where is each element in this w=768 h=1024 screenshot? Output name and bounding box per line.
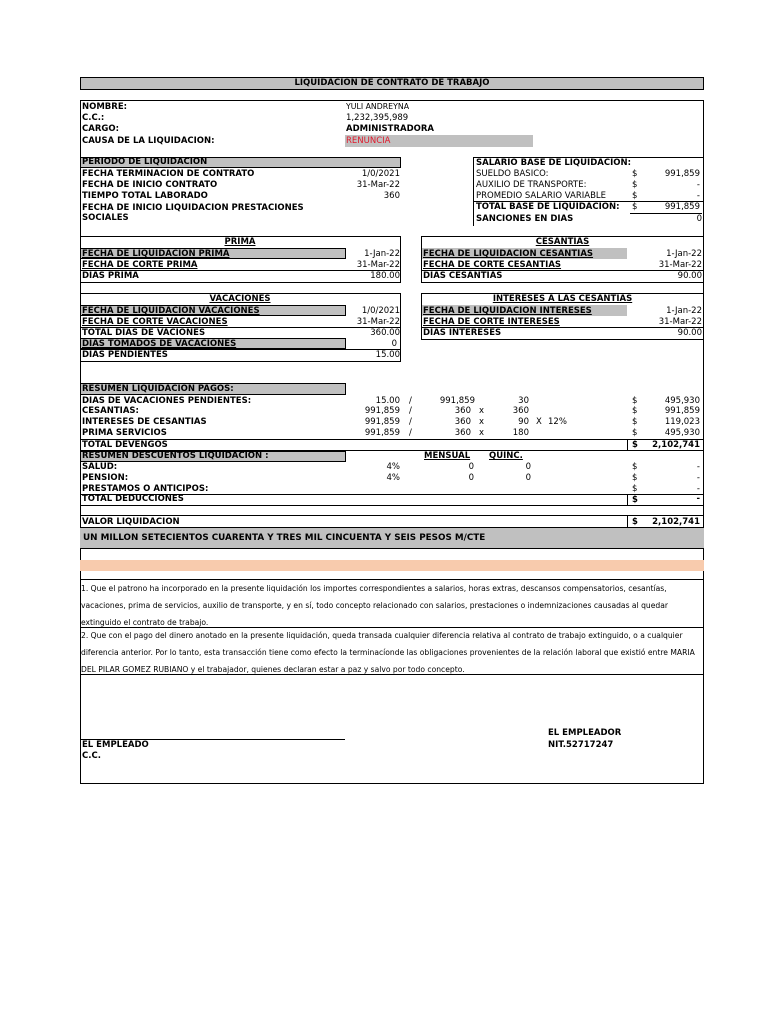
deductions-total-cur: $ (632, 495, 638, 505)
intereses-cut-date: 31-Mar-22 (658, 317, 702, 327)
vacaciones-liq-label: FECHA DE LIQUIDACION VACACIONES (82, 306, 260, 316)
basic-salary-label: SUELDO BASICO: (476, 169, 549, 179)
final-top (80, 515, 704, 516)
peach-bar (80, 560, 704, 571)
intereses-days-label: DIAS INTERESES (423, 328, 502, 338)
employer-nit: NIT.52717247 (548, 740, 614, 750)
deduction-row-pct: 4% (386, 473, 400, 483)
summary-row-b: 360 (454, 417, 471, 427)
name-label: NOMBRE: (82, 102, 128, 112)
vacaciones-liq-date: 1/0/2021 (361, 306, 400, 316)
liquidation-cause: RENUNCIA (346, 136, 391, 146)
final-cur: $ (632, 517, 638, 527)
deduction-row-label: SALUD: (82, 462, 118, 472)
cc-label: C.C.: (82, 113, 105, 123)
employee-name: YULI ANDREYNA (346, 102, 410, 111)
time-worked: 360 (383, 191, 400, 201)
summary-row-c: 360 (512, 406, 529, 416)
monthly-label: MENSUAL (424, 451, 471, 461)
variable-label: PROMEDIO SALARIO VARIABLE (476, 191, 607, 201)
deductions-total: - (696, 494, 700, 504)
intereses-liq-label: FECHA DE LIQUIDACION INTERESES (423, 306, 592, 316)
deduction-row-value: - (696, 462, 700, 472)
intereses-bottom (421, 339, 704, 340)
prima-header: PRIMA (224, 237, 256, 247)
vacaciones-header: VACACIONES (209, 294, 271, 304)
summary-row-a: 991,859 (364, 428, 400, 438)
summary-row-cur: $ (632, 396, 638, 406)
summary-row-a: 991,859 (364, 406, 400, 416)
intereses-header: INTERESES A LAS CESANTIAS (492, 294, 633, 304)
summary-row-c: 30 (518, 396, 529, 406)
vacaciones-total-label: TOTAL DIAS DE VACIONES (82, 328, 206, 338)
vacaciones-taken-label: DIAS TOMADOS DE VACACIONES (82, 339, 237, 349)
cesantias-days: 90.00 (677, 271, 702, 281)
deductions-header: RESUMEN DESCUENTOS LIQUIDACION : (82, 451, 269, 461)
cesantias-liq-date: 1-Jan-22 (666, 249, 702, 259)
vacaciones-bottom (80, 361, 401, 362)
prima-cut-date: 31-Mar-22 (356, 260, 400, 270)
clause-1: 1. Que el patrono ha incorporado en la presente liquidación los importes correspondientes a salarios, horas extras, descansos compensatorios, cesantías, vacaciones, prima de servicios, auxilio de transporte, y en sí, todo concepto relacionado con salarios, prestaciones o indemnizaciones causadas al quedar extinguido el contrato de trabajo. (81, 584, 669, 627)
prima-right (400, 236, 401, 282)
termination-label: FECHA TERMINACION DE CONTRATO (82, 169, 255, 179)
prima-liq-label: FECHA DE LIQUIDACION PRIMA (82, 249, 230, 259)
summary-row-op2: x (479, 428, 485, 438)
summary-row-op1: / (409, 428, 412, 438)
deduction-row-monthly: 0 (468, 462, 474, 472)
biweekly-label: QUINC. (489, 451, 523, 461)
summary-row-c: 90 (518, 417, 529, 427)
summary-row-op1: / (409, 417, 412, 427)
summary-row-b: 360 (454, 428, 471, 438)
cause-label: CAUSA DE LA LIQUIDACION: (82, 136, 215, 146)
deduction-row-cur: $ (632, 462, 638, 472)
prima-cut-label: FECHA DE CORTE PRIMA (82, 260, 198, 270)
sanctions-label: SANCIONES EN DIAS (476, 214, 574, 224)
sanctions-days: 0 (696, 214, 702, 224)
deduction-row-pct: 4% (386, 462, 400, 472)
summary-row-op3: X (536, 417, 542, 427)
final-label: VALOR LIQUIDACION (82, 517, 180, 527)
summary-row-c: 180 (512, 428, 529, 438)
summary-row-op2: x (479, 406, 485, 416)
page-title: LIQUIDACION DE CONTRATO DE TRABAJO (294, 78, 490, 88)
salary-total-label: TOTAL BASE DE LIQUIDACION: (476, 202, 620, 212)
deduction-row-biweekly: 0 (525, 473, 531, 483)
vacaciones-taken: 0 (391, 339, 397, 349)
final-in-words: UN MILLON SETECIENTOS CUARENTA Y TRES MIL CINCUENTA Y SEIS PESOS M/CTE (83, 533, 486, 543)
salary-total: 991,859 (664, 202, 700, 212)
basic-salary: 991,859 (664, 169, 700, 179)
summary-row-label: INTERESES DE CESANTIAS (82, 417, 207, 427)
prima-days-label: DIAS PRIMA (82, 271, 139, 281)
summary-row-a: 15.00 (375, 396, 400, 406)
deductions-total-label: TOTAL DEDUCCIONES (82, 494, 184, 504)
employee-sign-label: EL EMPLEADO (82, 740, 149, 750)
basic-salary-cur: $ (632, 169, 638, 179)
intereses-days: 90.00 (677, 328, 702, 338)
devengos-line (80, 439, 704, 440)
deduction-row-biweekly: 0 (525, 462, 531, 472)
final-sep (627, 515, 628, 527)
summary-row-pct: 12% (548, 417, 567, 427)
summary-row-b: 360 (454, 406, 471, 416)
summary-row-value: 495,930 (664, 428, 700, 438)
benefits-start-label: FECHA DE INICIO LIQUIDACION PRESTACIONES (82, 203, 304, 213)
benefits-start-label-2: SOCIALES (82, 213, 129, 223)
summary-row-value: 495,930 (664, 396, 700, 406)
summary-row-label: PRIMA SERVICIOS (82, 428, 167, 438)
devengos-sep (627, 439, 628, 450)
deduction-row-cur: $ (632, 484, 638, 494)
clause-2: 2. Que con el pago del dinero anotado en la presente liquidación, queda transada cualquier diferencia relativa al contrato de trabajo extinguido, o a cualquier diferencia anterior. Por lo tanto, esta transacción tiene como efecto la terminacíonde las obligaciones provenientes de la relación laboral que existió entre MARIA DEL PILAR GOMEZ RUBIANO y el trabajador, quienes declaran estar a paz y salvo por todo concepto. (81, 631, 695, 674)
devengos-total: 2,102,741 (652, 440, 700, 450)
period-header: PERIODO DE LIQUIDACION (82, 157, 208, 167)
variable-cur: $ (632, 191, 638, 201)
summary-row-b: 991,859 (439, 396, 475, 406)
summary-header: RESUMEN LIQUIDACION PAGOS: (82, 384, 234, 394)
cesantias-cut-date: 31-Mar-22 (658, 260, 702, 270)
deduction-row-label: PRESTAMOS O ANTICIPOS: (82, 484, 209, 494)
deduction-row-cur: $ (632, 473, 638, 483)
summary-row-op2: x (479, 417, 485, 427)
summary-row-cur: $ (632, 428, 638, 438)
transport-value: - (696, 180, 700, 190)
prima-days: 180.00 (370, 271, 400, 281)
employer-sign-label: EL EMPLEADOR (548, 728, 622, 738)
clause2-bottom (80, 674, 704, 675)
cesantias-cut-label: FECHA DE CORTE CESANTIAS (423, 260, 562, 270)
summary-row-value: 991,859 (664, 406, 700, 416)
vacaciones-pending: 15.00 (375, 350, 400, 360)
cesantias-header: CESANTIAS (535, 237, 590, 247)
prima-liq-date: 1-Jan-22 (364, 249, 400, 259)
transport-cur: $ (632, 180, 638, 190)
summary-row-label: CESANTIAS: (82, 406, 139, 416)
vacaciones-pending-label: DIAS PENDIENTES (82, 350, 168, 360)
final-value: 2,102,741 (652, 517, 700, 527)
summary-row-value: 119,023 (664, 417, 700, 427)
summary-row-op1: / (409, 406, 412, 416)
start-label: FECHA DE INICIO CONTRATO (82, 180, 218, 190)
salary-box-left (473, 157, 474, 226)
salary-total-cur: $ (632, 202, 638, 212)
transport-label: AUXILIO DE TRANSPORTE: (476, 180, 587, 190)
salary-header: SALARIO BASE DE LIQUIDACION: (476, 158, 631, 168)
start-date: 31-Mar-22 (356, 180, 400, 190)
cesantias-days-label: DIAS CESANTIAS (423, 271, 503, 281)
salary-total-under (630, 213, 702, 214)
deductions-total-bottom (80, 505, 704, 506)
employee-position: ADMINISTRADORA (346, 124, 434, 134)
position-label: CARGO: (82, 124, 119, 134)
summary-row-op1: / (409, 396, 412, 406)
deduction-row-value: - (696, 473, 700, 483)
time-label: TIEMPO TOTAL LABORADO (82, 191, 208, 201)
cesantias-liq-label: FECHA DE LIQUIDACION CESANTIAS (423, 249, 594, 259)
cesantias-bottom (421, 282, 704, 283)
vacaciones-cut-date: 31-Mar-22 (356, 317, 400, 327)
summary-row-cur: $ (632, 417, 638, 427)
termination-date: 1/0/2021 (361, 169, 400, 179)
deduction-row-label: PENSION: (82, 473, 129, 483)
variable-value: - (696, 191, 700, 201)
deduction-row-value: - (696, 484, 700, 494)
devengos-cur: $ (632, 440, 638, 450)
vacaciones-total-days: 360.00 (370, 328, 400, 338)
devengos-label: TOTAL DEVENGOS (82, 440, 168, 450)
employee-sign-cc: C.C. (82, 751, 101, 761)
summary-row-a: 991,859 (364, 417, 400, 427)
prima-bottom (80, 282, 401, 283)
intereses-cut-label: FECHA DE CORTE INTERESES (423, 317, 560, 327)
deductions-total-sep (627, 494, 628, 505)
summary-row-cur: $ (632, 406, 638, 416)
employee-cc: 1,232,395,989 (346, 113, 409, 123)
summary-row-label: DIAS DE VACACIONES PENDIENTES: (82, 396, 252, 406)
deduction-row-monthly: 0 (468, 473, 474, 483)
vacaciones-cut-label: FECHA DE CORTE VACACIONES (82, 317, 228, 327)
intereses-liq-date: 1-Jan-22 (666, 306, 702, 316)
